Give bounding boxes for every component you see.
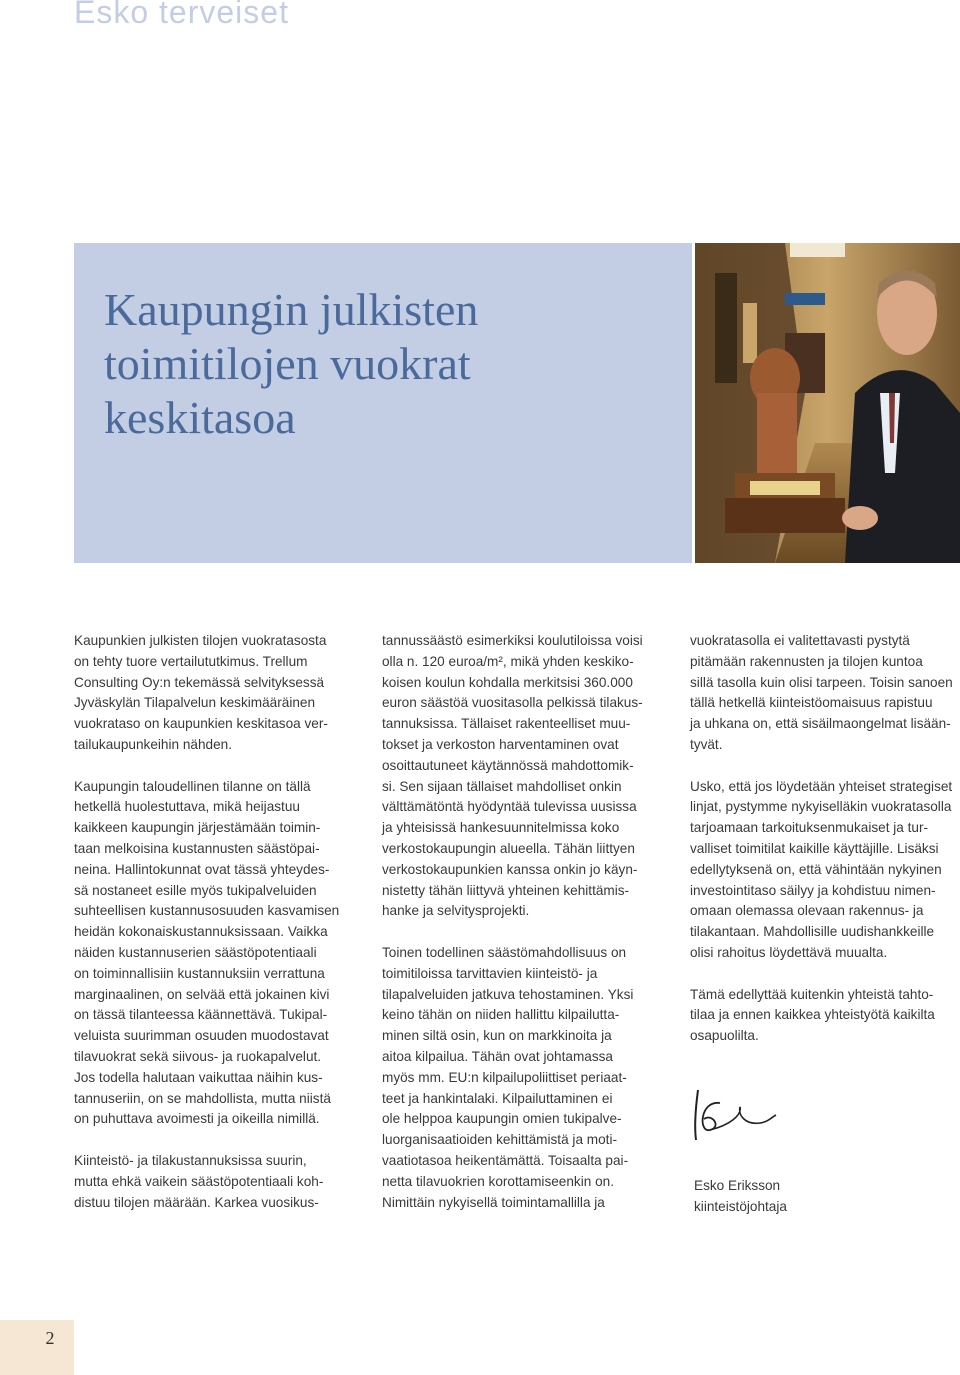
text-line: on tehty tuore vertailututkimus. Trellum — [74, 653, 308, 669]
handwritten-signature — [690, 1085, 780, 1145]
text-line: verkostokaupunkien kanssa onkin jo käyn- — [382, 861, 638, 877]
text-line: teet ja hankintalaki. Kilpailuttaminen ei — [382, 1090, 613, 1106]
text-line: vuokrataso on kaupunkien keskitasoa ver- — [74, 716, 328, 732]
text-line: keino tähän on niiden hallittu kilpailutta- — [382, 1007, 620, 1023]
text-line: minen siltä osin, kun on markkinoita ja — [382, 1028, 612, 1044]
text-line: sä nostaneet esille myös tukipalveluiden — [74, 882, 317, 898]
text-line: näiden kustannuserien säästöpotentiaali — [74, 944, 317, 960]
title-line: Kaupungin julkisten — [104, 284, 479, 335]
text-line: linjat, pystymme nykyiselläkin vuokratasolla — [690, 799, 952, 815]
signature-block — [694, 1175, 787, 1217]
paragraph — [690, 777, 960, 964]
text-line: on puhuttava avoimesti ja oikeilla nimillä. — [74, 1111, 320, 1127]
portrait-photo — [695, 243, 960, 563]
text-line: Kiinteistö- ja tilakustannuksissa suurin, — [74, 1152, 307, 1168]
text-line: tannuseriin, on se mahdollista, mutta niistä — [74, 1090, 331, 1106]
text-line: tilavuokrat sekä siivous- ja ruokapalvelut. — [74, 1048, 322, 1064]
text-line: euron säästöä vuositasolla pelkissä tilakus- — [382, 695, 643, 711]
text-line: Jyväskylän Tilapalvelun keskimääräinen — [74, 695, 316, 711]
text-line: aitoa kilpailua. Tähän ovat johtamassa — [382, 1048, 613, 1064]
text-line: heidän kokonaiskustannuksissaan. Vaikka — [74, 924, 328, 940]
signer-role: kiinteistöjohtaja — [694, 1199, 787, 1214]
text-line: Jos todella halutaan vaikuttaa näihin kus- — [74, 1069, 323, 1085]
signer-name: Esko Eriksson — [694, 1178, 781, 1193]
text-line: tokset ja verkoston harventaminen ovat — [382, 736, 619, 752]
paragraph — [382, 943, 662, 1213]
text-line: verkostokaupungin alueella. Tähän liittyen — [382, 840, 635, 856]
article-title — [104, 283, 478, 445]
text-line: ja yhteisissä hankesuunnitelmissa koko — [382, 820, 620, 836]
text-line: ja uhkana on, että sisäilmaongelmat lisään- — [690, 716, 951, 732]
text-line: tailukaupunkeihin nähden. — [74, 736, 232, 752]
text-line: pitämään rakennusten ja tilojen kuntoa — [690, 653, 923, 669]
text-line: tällä hetkellä kiinteistöomaisuus rapistuu — [690, 695, 933, 711]
paragraph — [74, 631, 354, 756]
text-line: tannuksissa. Tällaiset rakenteelliset muu- — [382, 716, 631, 732]
text-line: on tässä tilanteessa käännettävä. Tukipal- — [74, 1007, 328, 1023]
text-line: tilapalveluiden jatkuva tehostaminen. Yksi — [382, 986, 634, 1002]
text-line: luorganisaatioiden kehittämistä ja moti- — [382, 1132, 617, 1148]
text-line: Usko, että jos löydetään yhteiset strategiset — [690, 778, 953, 794]
text-line: välttämätöntä hyödyntää tulevissa uusissa — [382, 799, 637, 815]
text-line: toimitiloissa tarvittavien kiinteistö- ja — [382, 965, 598, 981]
text-line: netta tilavuokrien korottamiseenkin on. — [382, 1173, 614, 1189]
title-panel — [74, 243, 692, 563]
text-line: marginaalinen, on selvää että jokainen kivi — [74, 986, 330, 1002]
text-line: on toiminnallisiin kustannuksiin verrattuna — [74, 965, 325, 981]
paragraph — [690, 985, 960, 1047]
text-line: olla n. 120 euroa/m², mikä yhden keskiko- — [382, 653, 634, 669]
text-line: distuu tilojen määrään. Karkea vuosikus- — [74, 1194, 319, 1210]
text-line: si. Sen sijaan tällaiset mahdolliset onkin — [382, 778, 622, 794]
text-line: vaatiotasoa heikentämättä. Toisaalta pai- — [382, 1152, 629, 1168]
text-line: sillä tasolla kuin olisi tarpeen. Toisin sanoen — [690, 674, 953, 690]
text-line: myös mm. EU:n kilpailupoliittiset periaat- — [382, 1069, 627, 1085]
title-line: toimitilojen vuokrat — [104, 338, 471, 389]
text-column-3 — [690, 631, 960, 1068]
text-line: Nimittäin nykyisellä toimintamallilla ja — [382, 1194, 605, 1210]
text-line: tilakantaan. Mahdollisille uudishankkeille — [690, 924, 935, 940]
text-line: Toinen todellinen säästömahdollisuus on — [382, 944, 627, 960]
text-line: investointitaso säilyy ja kohdistuu nimen- — [690, 882, 936, 898]
text-line: Kaupungin taloudellinen tilanne on tällä — [74, 778, 311, 794]
text-line: tannussäästö esimerkiksi koulutiloissa voisi — [382, 633, 643, 648]
text-line: Tämä edellyttää kuitenkin yhteistä tahto- — [690, 986, 934, 1002]
title-line: keskitasoa — [104, 392, 296, 443]
text-line: koisen koulun kohdalla merkitsisi 360.000 — [382, 674, 633, 690]
text-line: osoittautuneet käytännössä mahdottomik- — [382, 757, 634, 773]
text-line: Kaupunkien julkisten tilojen vuokratasosta — [74, 633, 327, 648]
text-line: tyvät. — [690, 736, 723, 752]
text-line: hetkellä huolestuttava, mikä heijastuu — [74, 799, 300, 815]
text-line: osapuolilta. — [690, 1028, 759, 1044]
text-line: valliset toimitilat kaikille käyttäjille. Lisäksi — [690, 840, 939, 856]
text-line: tilaa ja ennen kaikkea yhteistyötä kaikilta — [690, 1007, 935, 1023]
paragraph — [74, 777, 354, 1131]
text-line: edellytyksenä on, että vähintään nykyinen — [690, 861, 942, 877]
paragraph — [690, 631, 960, 756]
text-column-1 — [74, 631, 354, 1234]
text-line: Consulting Oy:n tekemässä selvityksessä — [74, 674, 325, 690]
text-line: suhteellisen kustannusosuuden kasvamisen — [74, 903, 340, 919]
text-line: vuokratasolla ei valitettavasti pystytä — [690, 633, 910, 648]
text-line: kaikkeen kaupungin järjestämään toimin- — [74, 820, 321, 836]
text-line: neina. Hallintokunnat ovat tässä yhteydes- — [74, 861, 330, 877]
text-line: nistetty tähän liittyvä yhteinen kehittämis- — [382, 882, 630, 898]
text-line: mutta ehkä vaikein säästöpotentiaali koh- — [74, 1173, 324, 1189]
text-line: olisi rahoitus löydettävä muualta. — [690, 944, 888, 960]
paragraph — [74, 1151, 354, 1213]
text-line: taan melkoisina kustannusten säästöpai- — [74, 840, 320, 856]
page-number: 2 — [45, 1328, 55, 1348]
text-line: hanke ja selvitysprojekti. — [382, 903, 530, 919]
paragraph — [382, 631, 662, 922]
text-line: tarjoamaan tarkoituksenmukaiset ja tur- — [690, 820, 928, 836]
text-line: omaan olemassa olevaan rakennus- ja — [690, 903, 924, 919]
text-line: ole helppoa kaupungin omien tukipalve- — [382, 1111, 622, 1127]
text-column-2 — [382, 631, 662, 1234]
section-header: Esko terveiset — [74, 0, 289, 30]
text-line: veluista suurimman osuuden muodostavat — [74, 1028, 329, 1044]
